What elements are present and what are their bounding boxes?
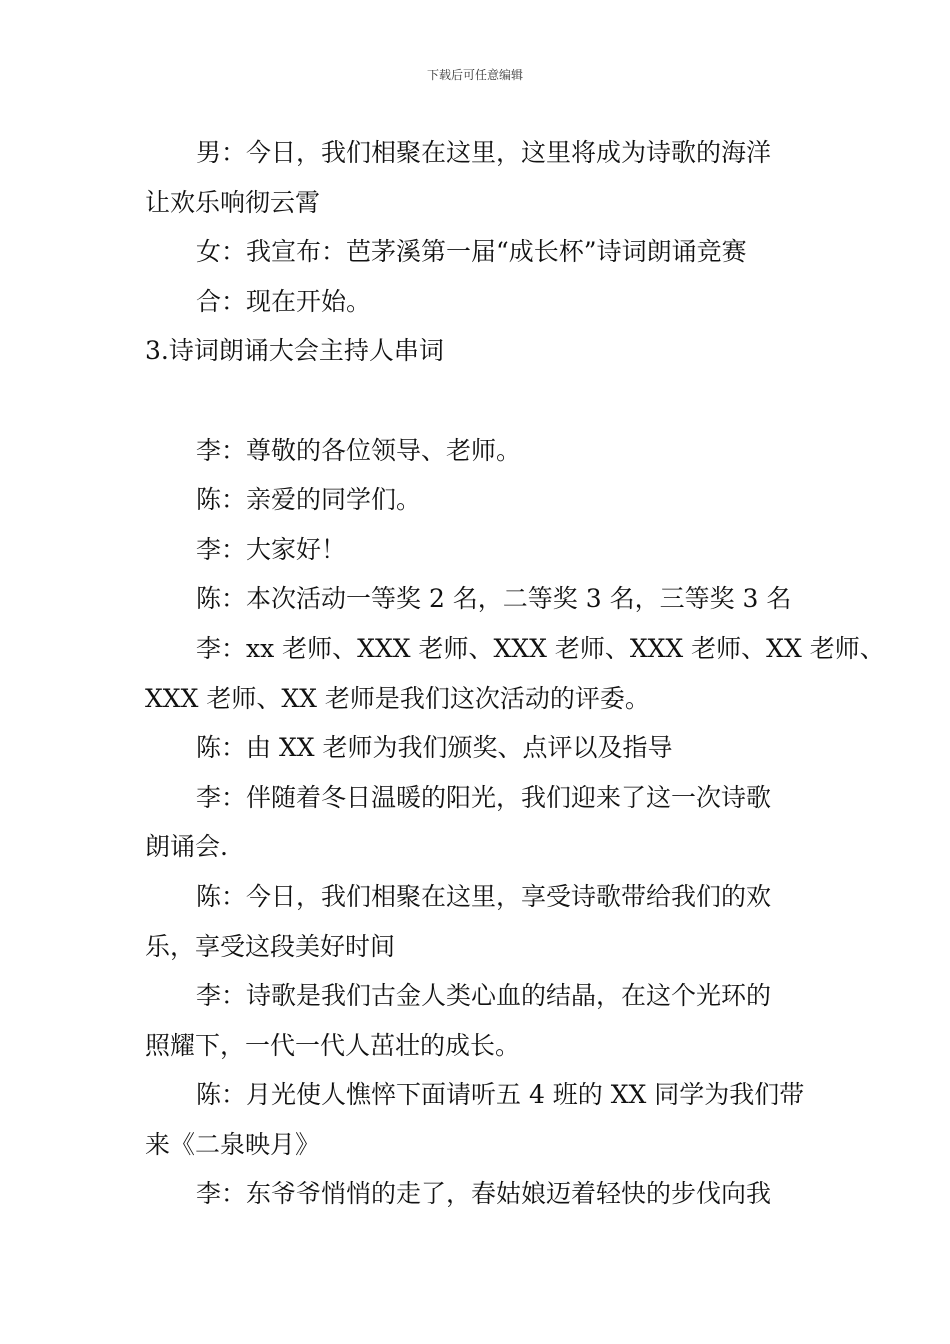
paragraph-line: 陈：由 XX 老师为我们颁奖、点评以及指导 [196, 733, 673, 763]
paragraph-line: 李：大家好！ [196, 534, 347, 564]
paragraph-line: 陈：今日，我们相聚在这里，享受诗歌带给我们的欢 [196, 881, 772, 911]
document-body [145, 128, 885, 1219]
paragraph-line: 陈：本次活动一等奖 2 名，二等奖 3 名，三等奖 3 名 [196, 584, 792, 614]
paragraph-line: 李：东爷爷悄悄的走了，春姑娘迈着轻快的步伐向我 [196, 1179, 772, 1209]
blank-line [145, 376, 825, 426]
section-heading: 3.诗词朗诵大会主持人串词 [145, 336, 444, 366]
paragraph-line: 照耀下，一代一代人茁壮的成长。 [145, 1030, 521, 1060]
paragraph-line: 陈：亲爱的同学们。 [196, 485, 422, 515]
paragraph-line: 朗诵会. [145, 832, 228, 862]
paragraph-line: XXX 老师、XX 老师是我们这次活动的评委。 [145, 683, 650, 713]
paragraph-line: 女：我宣布：芭茅溪第一届“成长杯”诗词朗诵竞赛 [196, 237, 747, 267]
paragraph-line: 李：诗歌是我们古金人类心血的结晶，在这个光环的 [196, 981, 772, 1011]
paragraph-line: 李：伴随着冬日温暖的阳光，我们迎来了这一次诗歌 [196, 782, 772, 812]
paragraph-line: 李：尊敬的各位领导、老师。 [196, 435, 522, 465]
paragraph-line: 乐，享受这段美好时间 [145, 931, 396, 961]
paragraph-line: 合：现在开始。 [196, 286, 372, 316]
paragraph-line: 李：xx 老师、XXX 老师、XXX 老师、XXX 老师、XX 老师、 [196, 633, 885, 663]
paragraph-line: 让欢乐响彻云霄 [145, 187, 321, 217]
paragraph-line: 来《二泉映月》 [145, 1129, 321, 1159]
paragraph-line: 陈：月光使人憔悴下面请听五 4 班的 XX 同学为我们带 [196, 1080, 805, 1110]
paragraph-line: 男：今日，我们相聚在这里，这里将成为诗歌的海洋 [196, 138, 772, 167]
page-header: 下载后可任意编辑 [426, 68, 523, 82]
